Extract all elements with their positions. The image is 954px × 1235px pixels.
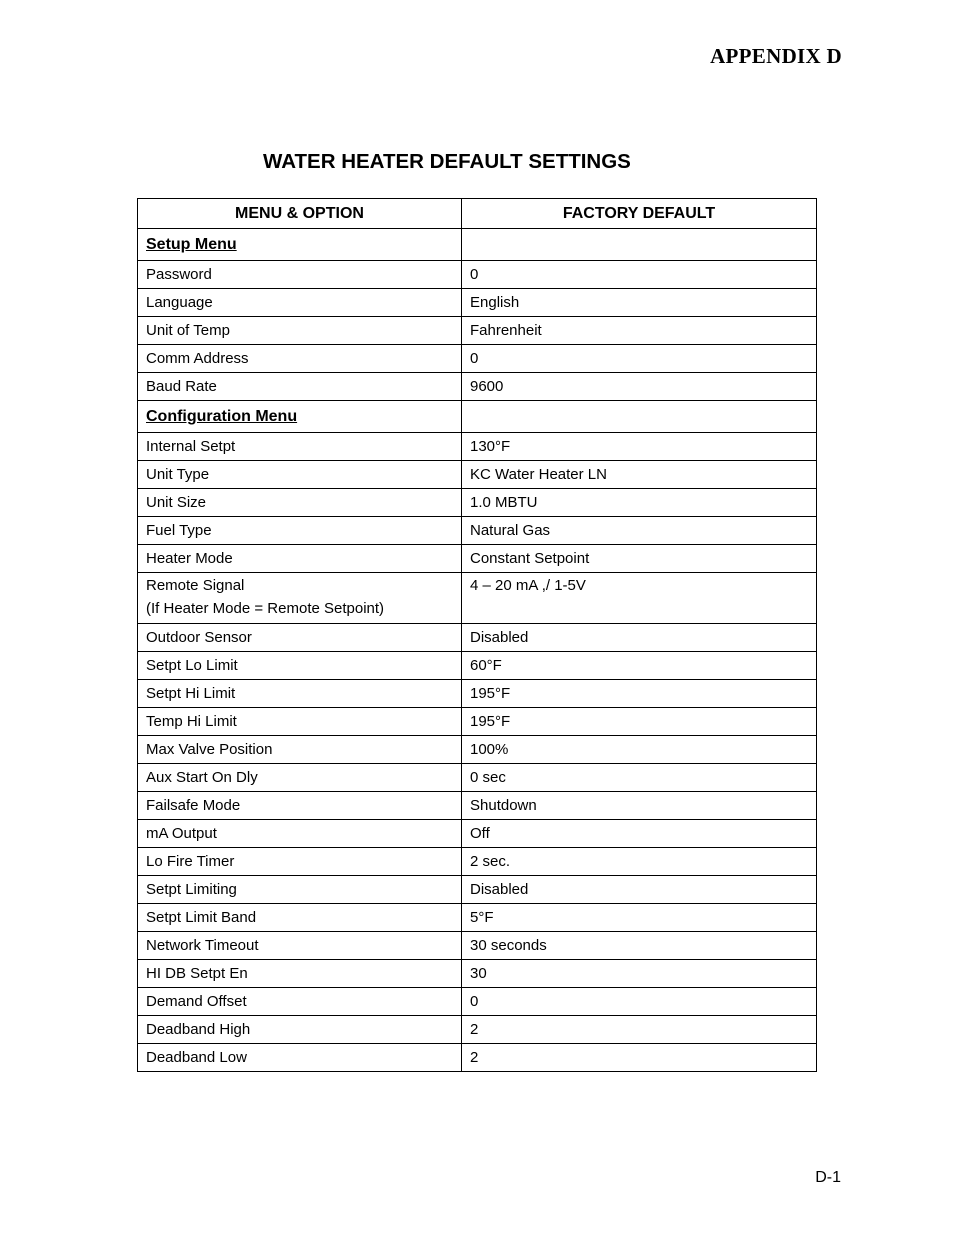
option-cell: Lo Fire Timer	[138, 848, 462, 876]
default-cell: 2 sec.	[462, 848, 817, 876]
option-cell: Failsafe Mode	[138, 792, 462, 820]
option-cell: Deadband Low	[138, 1044, 462, 1072]
default-cell: 30	[462, 960, 817, 988]
default-cell: Disabled	[462, 876, 817, 904]
default-cell: 30 seconds	[462, 932, 817, 960]
table-row	[138, 345, 817, 373]
option-cell: Outdoor Sensor	[138, 624, 462, 652]
table-row	[138, 820, 817, 848]
option-cell: Max Valve Position	[138, 736, 462, 764]
table-row	[138, 461, 817, 489]
default-cell: 1.0 MBTU	[462, 489, 817, 517]
default-cell: 195°F	[462, 680, 817, 708]
option-cell: Fuel Type	[138, 517, 462, 545]
default-cell: Natural Gas	[462, 517, 817, 545]
default-cell: Fahrenheit	[462, 317, 817, 345]
default-cell: 5°F	[462, 904, 817, 932]
table-row	[138, 573, 817, 624]
section-row-setup-menu	[138, 229, 817, 261]
option-cell: HI DB Setpt En	[138, 960, 462, 988]
default-cell: Disabled	[462, 624, 817, 652]
table-row	[138, 652, 817, 680]
option-cell: Baud Rate	[138, 373, 462, 401]
table-row	[138, 1016, 817, 1044]
page-number: D-1	[815, 1169, 841, 1186]
option-cell: Unit Type	[138, 461, 462, 489]
option-cell: Aux Start On Dly	[138, 764, 462, 792]
option-cell: Network Timeout	[138, 932, 462, 960]
column-header-factory-default: FACTORY DEFAULT	[462, 199, 817, 229]
section-label	[138, 401, 462, 433]
section-empty-cell	[462, 229, 817, 261]
option-cell: Deadband High	[138, 1016, 462, 1044]
table-row	[138, 932, 817, 960]
table-row	[138, 960, 817, 988]
default-cell: 100%	[462, 736, 817, 764]
option-cell: Setpt Lo Limit	[138, 652, 462, 680]
option-cell	[138, 573, 462, 624]
option-name: Remote Signal	[146, 577, 245, 594]
default-cell: 4 – 20 mA ,/ 1-5V	[462, 573, 817, 624]
option-cell: Language	[138, 289, 462, 317]
table-row	[138, 736, 817, 764]
table-header-row	[138, 199, 817, 229]
default-settings-table	[137, 198, 817, 1072]
option-cell: Internal Setpt	[138, 433, 462, 461]
option-cell: Setpt Limiting	[138, 876, 462, 904]
section-label	[138, 229, 462, 261]
default-cell: Shutdown	[462, 792, 817, 820]
table-row	[138, 1044, 817, 1072]
option-cell: Password	[138, 261, 462, 289]
table-row	[138, 764, 817, 792]
default-cell: KC Water Heater LN	[462, 461, 817, 489]
default-cell: 0 sec	[462, 764, 817, 792]
default-cell: 0	[462, 988, 817, 1016]
default-cell: English	[462, 289, 817, 317]
page-title: WATER HEATER DEFAULT SETTINGS	[263, 150, 631, 173]
default-cell: 2	[462, 1016, 817, 1044]
table-row	[138, 433, 817, 461]
default-cell: 0	[462, 261, 817, 289]
table-row	[138, 792, 817, 820]
table-row	[138, 904, 817, 932]
table-row	[138, 708, 817, 736]
table-row	[138, 261, 817, 289]
option-cell: Comm Address	[138, 345, 462, 373]
table-row	[138, 317, 817, 345]
option-cell: mA Output	[138, 820, 462, 848]
table-row	[138, 545, 817, 573]
setup-menu-label: Setup Menu	[146, 236, 237, 253]
option-note: (If Heater Mode = Remote Setpoint)	[146, 600, 385, 617]
default-cell: 2	[462, 1044, 817, 1072]
default-cell: 60°F	[462, 652, 817, 680]
table-row	[138, 373, 817, 401]
option-cell: Setpt Hi Limit	[138, 680, 462, 708]
table-row	[138, 848, 817, 876]
table-row	[138, 489, 817, 517]
default-cell: 0	[462, 345, 817, 373]
option-cell: Setpt Limit Band	[138, 904, 462, 932]
default-cell: Constant Setpoint	[462, 545, 817, 573]
table-row	[138, 988, 817, 1016]
option-cell: Demand Offset	[138, 988, 462, 1016]
table-row	[138, 876, 817, 904]
option-cell: Unit of Temp	[138, 317, 462, 345]
section-row-configuration-menu	[138, 401, 817, 433]
table-row	[138, 624, 817, 652]
default-cell: 9600	[462, 373, 817, 401]
table-row	[138, 517, 817, 545]
option-cell: Temp Hi Limit	[138, 708, 462, 736]
appendix-heading: APPENDIX D	[710, 44, 842, 68]
option-cell: Heater Mode	[138, 545, 462, 573]
option-cell: Unit Size	[138, 489, 462, 517]
configuration-menu-label: Configuration Menu	[146, 408, 298, 425]
default-cell: 195°F	[462, 708, 817, 736]
table-row	[138, 289, 817, 317]
section-empty-cell	[462, 401, 817, 433]
default-cell: Off	[462, 820, 817, 848]
default-cell: 130°F	[462, 433, 817, 461]
table-row	[138, 680, 817, 708]
column-header-menu-option: MENU & OPTION	[138, 199, 462, 229]
